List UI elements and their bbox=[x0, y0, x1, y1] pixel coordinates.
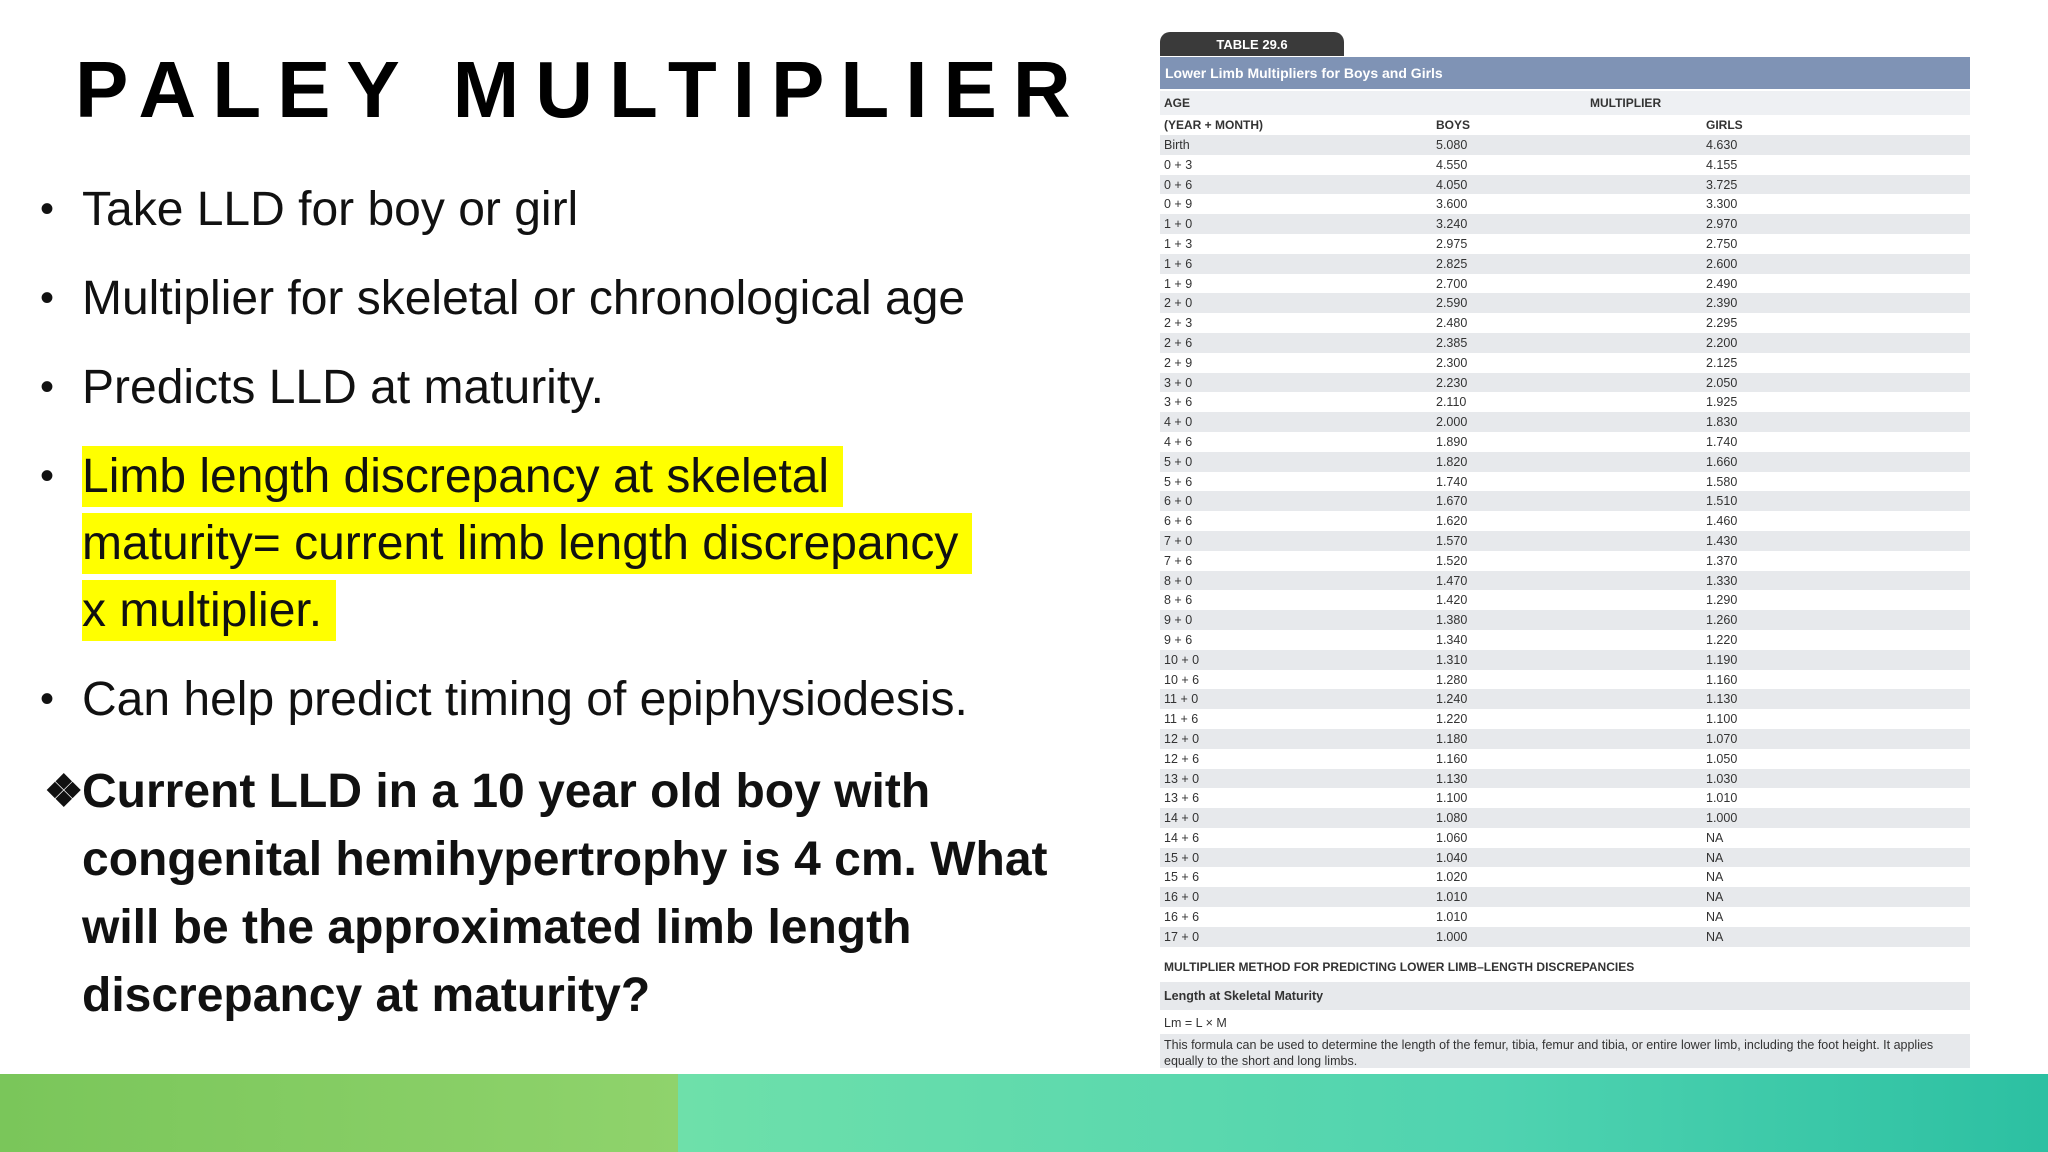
boys-cell: 1.220 bbox=[1436, 712, 1468, 727]
age-cell: 7 + 6 bbox=[1164, 553, 1193, 568]
girls-cell: 1.660 bbox=[1706, 454, 1738, 469]
boys-cell: 1.570 bbox=[1436, 533, 1468, 548]
age-cell: 4 + 0 bbox=[1164, 415, 1193, 430]
age-cell: 14 + 0 bbox=[1164, 811, 1200, 826]
girls-cell: 1.190 bbox=[1706, 652, 1738, 667]
boys-cell: 1.310 bbox=[1436, 652, 1468, 667]
age-cell: 5 + 6 bbox=[1164, 474, 1193, 489]
girls-cell: 1.070 bbox=[1706, 731, 1738, 746]
girls-cell: 1.925 bbox=[1706, 395, 1738, 410]
table-row bbox=[1160, 452, 1970, 472]
girls-cell: 2.390 bbox=[1706, 296, 1738, 311]
boys-cell: 1.040 bbox=[1436, 850, 1468, 865]
table-row bbox=[1160, 907, 1970, 927]
girls-cell: 1.220 bbox=[1706, 632, 1738, 647]
girls-cell: 1.160 bbox=[1706, 672, 1738, 687]
girls-cell: 2.295 bbox=[1706, 316, 1738, 331]
age-cell: Birth bbox=[1164, 138, 1190, 152]
col-header-multiplier: MULTIPLIER bbox=[1590, 96, 1662, 110]
bullet-text: Can help predict timing of epiphysiodesis. bbox=[82, 673, 968, 726]
bullet-item bbox=[40, 354, 1050, 421]
boys-cell: 1.890 bbox=[1436, 434, 1468, 449]
bullet-icon: • bbox=[40, 454, 55, 498]
age-cell: 1 + 3 bbox=[1164, 236, 1193, 251]
boys-cell: 2.590 bbox=[1436, 296, 1468, 311]
boys-cell: 2.110 bbox=[1436, 395, 1467, 410]
table-row bbox=[1160, 729, 1970, 749]
boys-cell: 4.550 bbox=[1436, 157, 1468, 172]
age-cell: 16 + 0 bbox=[1164, 890, 1200, 905]
table-caption: Lower Limb Multipliers for Boys and Girls bbox=[1160, 57, 1970, 89]
age-cell: 0 + 9 bbox=[1164, 197, 1193, 212]
table-row bbox=[1160, 511, 1970, 531]
question-text: Current LLD in a 10 year old boy with congenital hemihypertrophy is 4 cm. What will be the approximated limb length discrepancy at maturity? bbox=[82, 765, 1048, 1022]
table-row bbox=[1160, 392, 1970, 412]
highlighted-bullet bbox=[40, 443, 1050, 644]
girls-cell: 2.490 bbox=[1706, 276, 1738, 291]
boys-cell: 1.240 bbox=[1436, 692, 1468, 707]
boys-cell: 1.740 bbox=[1436, 474, 1468, 489]
table-row bbox=[1160, 788, 1970, 808]
table-subheader-row bbox=[1160, 115, 1970, 135]
table-row bbox=[1160, 333, 1970, 353]
age-cell: 2 + 3 bbox=[1164, 316, 1193, 331]
table-row bbox=[1160, 828, 1970, 848]
age-cell: 0 + 6 bbox=[1164, 177, 1193, 192]
girls-cell: 1.000 bbox=[1706, 811, 1738, 826]
age-cell: 8 + 6 bbox=[1164, 593, 1193, 608]
table-row bbox=[1160, 491, 1970, 511]
boys-cell: 3.240 bbox=[1436, 217, 1468, 232]
footer-teal-band bbox=[678, 1074, 2048, 1152]
footer-green-band bbox=[0, 1074, 678, 1152]
bullet-icon: • bbox=[40, 365, 55, 409]
boys-cell: 1.670 bbox=[1436, 494, 1468, 509]
girls-cell: 2.750 bbox=[1706, 236, 1738, 251]
highlighted-formula bbox=[82, 446, 972, 641]
table-row bbox=[1160, 432, 1970, 452]
bullet-icon: • bbox=[40, 187, 55, 231]
table-row bbox=[1160, 353, 1970, 373]
bullet-icon: • bbox=[40, 276, 55, 320]
girls-cell: 1.330 bbox=[1706, 573, 1738, 588]
table-row bbox=[1160, 848, 1970, 868]
bullet-item bbox=[40, 176, 1050, 243]
table-row bbox=[1160, 175, 1970, 195]
bullet-icon: • bbox=[40, 677, 55, 721]
age-cell: 6 + 6 bbox=[1164, 514, 1193, 529]
boys-cell: 1.420 bbox=[1436, 593, 1468, 608]
age-cell: 6 + 0 bbox=[1164, 494, 1193, 509]
girls-cell: 1.290 bbox=[1706, 593, 1738, 608]
age-cell: 3 + 6 bbox=[1164, 395, 1193, 410]
highlight-line: x multiplier. bbox=[82, 580, 336, 641]
girls-cell: 2.200 bbox=[1706, 335, 1738, 350]
girls-cell: NA bbox=[1706, 890, 1724, 905]
table-row bbox=[1160, 373, 1970, 393]
boys-cell: 1.820 bbox=[1436, 454, 1468, 469]
table-row bbox=[1160, 689, 1970, 709]
girls-cell: 1.740 bbox=[1706, 434, 1738, 449]
age-cell: 10 + 6 bbox=[1164, 672, 1200, 687]
formula: Lm = L × M bbox=[1164, 1016, 1227, 1030]
girls-cell: 1.430 bbox=[1706, 533, 1738, 548]
age-cell: 14 + 6 bbox=[1164, 830, 1200, 845]
boys-cell: 1.080 bbox=[1436, 811, 1468, 826]
boys-cell: 1.380 bbox=[1436, 613, 1468, 628]
girls-cell: 3.300 bbox=[1706, 197, 1738, 212]
girls-cell: 1.510 bbox=[1706, 494, 1738, 509]
boys-cell: 1.010 bbox=[1436, 910, 1468, 925]
table-row bbox=[1160, 214, 1970, 234]
age-cell: 12 + 0 bbox=[1164, 731, 1200, 746]
boys-cell: 3.600 bbox=[1436, 197, 1468, 212]
table-header-row bbox=[1160, 91, 1970, 115]
girls-cell: 2.600 bbox=[1706, 256, 1738, 271]
boys-cell: 1.280 bbox=[1436, 672, 1468, 687]
col-header-boys: BOYS bbox=[1436, 118, 1471, 132]
highlight-line: Limb length discrepancy at skeletal bbox=[82, 446, 843, 507]
col-header-age-unit: (YEAR + MONTH) bbox=[1164, 118, 1263, 132]
table-row bbox=[1160, 867, 1970, 887]
table-row bbox=[1160, 709, 1970, 729]
multiplier-table-figure bbox=[1158, 30, 1970, 1070]
age-cell: 3 + 0 bbox=[1164, 375, 1193, 390]
footer-bar bbox=[0, 1074, 2048, 1152]
table-row bbox=[1160, 927, 1970, 947]
girls-cell: 1.260 bbox=[1706, 613, 1738, 628]
age-cell: 2 + 6 bbox=[1164, 335, 1193, 350]
boys-cell: 4.050 bbox=[1436, 177, 1468, 192]
table-row bbox=[1160, 412, 1970, 432]
boys-cell: 1.620 bbox=[1436, 514, 1468, 529]
girls-cell: 1.460 bbox=[1706, 514, 1738, 529]
boys-cell: 1.000 bbox=[1436, 929, 1468, 944]
boys-cell: 2.700 bbox=[1436, 276, 1468, 291]
girls-cell: NA bbox=[1706, 830, 1724, 845]
age-cell: 11 + 6 bbox=[1164, 712, 1199, 727]
table-row bbox=[1160, 313, 1970, 333]
table-row bbox=[1160, 769, 1970, 789]
age-cell: 15 + 0 bbox=[1164, 850, 1200, 865]
boys-cell: 1.520 bbox=[1436, 553, 1468, 568]
girls-cell: 2.050 bbox=[1706, 375, 1738, 390]
girls-cell: 3.725 bbox=[1706, 177, 1738, 192]
girls-cell: 4.630 bbox=[1706, 138, 1738, 152]
table-number-tab: TABLE 29.6 bbox=[1160, 32, 1344, 56]
table-row bbox=[1160, 670, 1970, 690]
boys-cell: 1.470 bbox=[1436, 573, 1468, 588]
age-cell: 10 + 0 bbox=[1164, 652, 1200, 667]
girls-cell: NA bbox=[1706, 850, 1724, 865]
col-header-age: AGE bbox=[1164, 96, 1191, 110]
girls-cell: 4.155 bbox=[1706, 157, 1738, 172]
girls-cell: 2.970 bbox=[1706, 217, 1738, 232]
table-row bbox=[1160, 135, 1970, 155]
girls-cell: 1.580 bbox=[1706, 474, 1738, 489]
girls-cell: 1.100 bbox=[1706, 712, 1738, 727]
age-cell: 2 + 9 bbox=[1164, 355, 1193, 370]
boys-cell: 1.340 bbox=[1436, 632, 1468, 647]
table-body bbox=[1160, 135, 1970, 947]
boys-cell: 5.080 bbox=[1436, 138, 1468, 152]
girls-cell: 1.050 bbox=[1706, 751, 1738, 766]
bullet-text: Predicts LLD at maturity. bbox=[82, 361, 604, 414]
girls-cell: 1.130 bbox=[1706, 692, 1738, 707]
age-cell: 13 + 0 bbox=[1164, 771, 1200, 786]
boys-cell: 1.020 bbox=[1436, 870, 1468, 885]
boys-cell: 1.010 bbox=[1436, 890, 1468, 905]
age-cell: 17 + 0 bbox=[1164, 929, 1200, 944]
table-row bbox=[1160, 650, 1970, 670]
boys-cell: 1.160 bbox=[1436, 751, 1468, 766]
age-cell: 12 + 6 bbox=[1164, 751, 1200, 766]
girls-cell: NA bbox=[1706, 929, 1724, 944]
boys-cell: 2.000 bbox=[1436, 415, 1468, 430]
boys-cell: 2.825 bbox=[1436, 256, 1468, 271]
boys-cell: 2.480 bbox=[1436, 316, 1468, 331]
bullet-text: Multiplier for skeletal or chronological age bbox=[82, 272, 966, 325]
girls-cell: NA bbox=[1706, 910, 1724, 925]
bullet-item bbox=[40, 666, 1050, 733]
age-cell: 2 + 0 bbox=[1164, 296, 1193, 311]
age-cell: 9 + 6 bbox=[1164, 632, 1193, 647]
girls-cell: NA bbox=[1706, 870, 1724, 885]
table-row bbox=[1160, 887, 1970, 907]
age-cell: 0 + 3 bbox=[1164, 157, 1193, 172]
question-block bbox=[44, 758, 1064, 1030]
table-row bbox=[1160, 274, 1970, 294]
age-cell: 4 + 6 bbox=[1164, 434, 1193, 449]
girls-cell: 1.830 bbox=[1706, 415, 1738, 430]
girls-cell: 1.370 bbox=[1706, 553, 1738, 568]
age-cell: 11 + 0 bbox=[1164, 692, 1199, 707]
table-row bbox=[1160, 571, 1970, 591]
table-row bbox=[1160, 610, 1970, 630]
boys-cell: 2.975 bbox=[1436, 236, 1468, 251]
age-cell: 15 + 6 bbox=[1164, 870, 1200, 885]
age-cell: 1 + 0 bbox=[1164, 217, 1193, 232]
table-row bbox=[1160, 155, 1970, 175]
table-row bbox=[1160, 293, 1970, 313]
table-row bbox=[1160, 472, 1970, 492]
formula-note: This formula can be used to determine the length of the femur, tibia, femur and tibia, or entire lower limb, including the foot height. It applies equally to the short and long limbs. bbox=[1160, 1034, 1970, 1068]
girls-cell: 2.125 bbox=[1706, 355, 1738, 370]
table-row bbox=[1160, 531, 1970, 551]
boys-cell: 1.130 bbox=[1436, 771, 1468, 786]
bullet-item bbox=[40, 265, 1050, 332]
diamond-bullet-icon: ❖ bbox=[44, 767, 84, 816]
girls-cell: 1.030 bbox=[1706, 771, 1738, 786]
length-title: Length at Skeletal Maturity bbox=[1160, 982, 1970, 1010]
table-row bbox=[1160, 194, 1970, 214]
boys-cell: 2.385 bbox=[1436, 335, 1468, 350]
highlight-line: maturity= current limb length discrepancy bbox=[82, 513, 972, 574]
col-header-girls: GIRLS bbox=[1706, 118, 1743, 132]
boys-cell: 1.180 bbox=[1436, 731, 1468, 746]
slide-title: PALEY MULTIPLIER bbox=[75, 45, 1087, 134]
girls-cell: 1.010 bbox=[1706, 791, 1738, 806]
table-row bbox=[1160, 749, 1970, 769]
bullet-text: Take LLD for boy or girl bbox=[82, 183, 579, 236]
table-row bbox=[1160, 630, 1970, 650]
boys-cell: 2.300 bbox=[1436, 355, 1468, 370]
age-cell: 7 + 0 bbox=[1164, 533, 1193, 548]
age-cell: 1 + 6 bbox=[1164, 256, 1193, 271]
table-row bbox=[1160, 254, 1970, 274]
bullet-list bbox=[40, 176, 1050, 755]
age-cell: 5 + 0 bbox=[1164, 454, 1193, 469]
table-row bbox=[1160, 234, 1970, 254]
table-row bbox=[1160, 551, 1970, 571]
age-cell: 8 + 0 bbox=[1164, 573, 1193, 588]
boys-cell: 1.100 bbox=[1436, 791, 1468, 806]
age-cell: 9 + 0 bbox=[1164, 613, 1193, 628]
age-cell: 16 + 6 bbox=[1164, 910, 1200, 925]
method-title: MULTIPLIER METHOD FOR PREDICTING LOWER LIMB–LENGTH DISCREPANCIES bbox=[1164, 960, 1635, 974]
table-row bbox=[1160, 808, 1970, 828]
table-row bbox=[1160, 590, 1970, 610]
age-cell: 13 + 6 bbox=[1164, 791, 1200, 806]
age-cell: 1 + 9 bbox=[1164, 276, 1193, 291]
boys-cell: 1.060 bbox=[1436, 830, 1468, 845]
boys-cell: 2.230 bbox=[1436, 375, 1468, 390]
